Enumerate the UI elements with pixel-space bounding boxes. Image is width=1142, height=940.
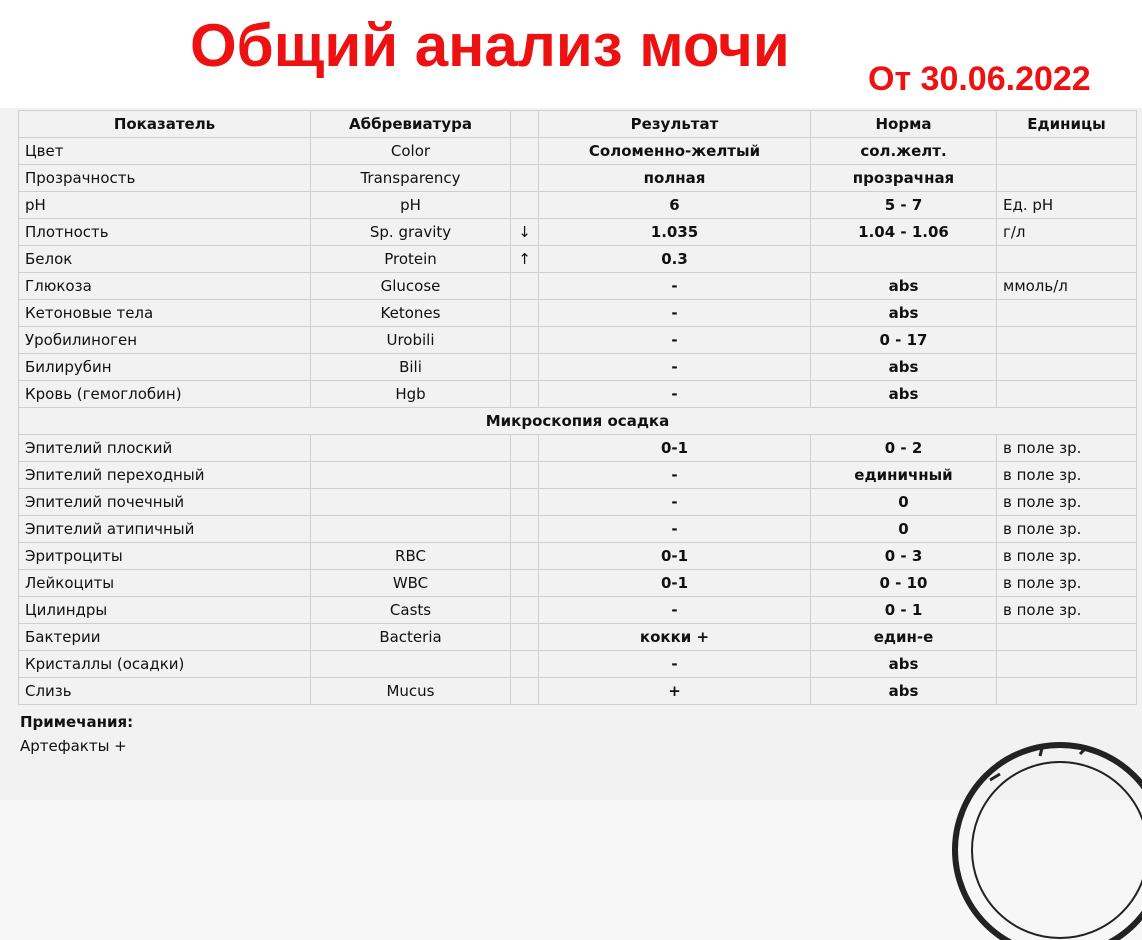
abbreviation [311,516,511,543]
table-row [19,192,1137,219]
reference-norm: 0 - 10 [811,570,997,597]
deviation-flag [511,192,539,219]
indicator-name: Белок [19,246,311,273]
abbreviation: Glucose [311,273,511,300]
result-value: кокки + [539,624,811,651]
indicator-name: Кровь (гемоглобин) [19,381,311,408]
units [997,327,1137,354]
notes-text: Артефакты + [20,737,127,755]
deviation-flag: ↑ [511,246,539,273]
result-value: 0.3 [539,246,811,273]
units [997,678,1137,705]
abbreviation: Transparency [311,165,511,192]
indicator-name: Прозрачность [19,165,311,192]
table-row [19,354,1137,381]
reference-norm: 1.04 - 1.06 [811,219,997,246]
abbreviation: Protein [311,246,511,273]
deviation-flag [511,489,539,516]
table-row [19,435,1137,462]
result-value: - [539,354,811,381]
abbreviation [311,435,511,462]
indicator-name: Кетоновые тела [19,300,311,327]
abbreviation: Color [311,138,511,165]
deviation-flag [511,462,539,489]
reference-norm: abs [811,354,997,381]
result-value: - [539,300,811,327]
indicator-name: Кристаллы (осадки) [19,651,311,678]
units: в поле зр. [997,435,1137,462]
column-header-norm: Норма [811,111,997,138]
deviation-flag [511,516,539,543]
column-header-abbreviation: Аббревиатура [311,111,511,138]
reference-norm: 0 [811,516,997,543]
deviation-flag [511,678,539,705]
result-value: 6 [539,192,811,219]
deviation-flag [511,327,539,354]
abbreviation: pH [311,192,511,219]
indicator-name: Билирубин [19,354,311,381]
result-value: - [539,273,811,300]
result-value: полная [539,165,811,192]
indicator-name: Эпителий плоский [19,435,311,462]
reference-norm: abs [811,300,997,327]
page-title: Общий анализ мочи [190,12,790,79]
indicator-name: pH [19,192,311,219]
indicator-name: Лейкоциты [19,570,311,597]
column-header-indicator: Показатель [19,111,311,138]
abbreviation [311,489,511,516]
units [997,381,1137,408]
abbreviation: Mucus [311,678,511,705]
table-row [19,543,1137,570]
units: в поле зр. [997,489,1137,516]
reference-norm: abs [811,381,997,408]
units: в поле зр. [997,516,1137,543]
deviation-flag [511,300,539,327]
deviation-flag [511,273,539,300]
abbreviation: Hgb [311,381,511,408]
table-row [19,651,1137,678]
reference-norm: 0 - 3 [811,543,997,570]
deviation-flag: ↓ [511,219,539,246]
result-value: - [539,381,811,408]
units: в поле зр. [997,597,1137,624]
deviation-flag [511,381,539,408]
units: г/л [997,219,1137,246]
reference-norm: прозрачная [811,165,997,192]
table-row [19,489,1137,516]
reference-norm: един-е [811,624,997,651]
table-row [19,246,1137,273]
units: Ед. pH [997,192,1137,219]
deviation-flag [511,651,539,678]
reference-norm: 0 - 17 [811,327,997,354]
reference-norm: abs [811,678,997,705]
abbreviation: Ketones [311,300,511,327]
units [997,246,1137,273]
urinalysis-table [18,110,1137,705]
reference-norm [811,246,997,273]
indicator-name: Бактерии [19,624,311,651]
column-header-result: Результат [539,111,811,138]
abbreviation [311,462,511,489]
reference-norm: 5 - 7 [811,192,997,219]
deviation-flag [511,435,539,462]
notes-heading: Примечания: [20,713,134,731]
result-value: - [539,462,811,489]
reference-norm: abs [811,273,997,300]
result-value: + [539,678,811,705]
indicator-name: Уробилиноген [19,327,311,354]
indicator-name: Цилиндры [19,597,311,624]
table-row [19,570,1137,597]
reference-norm: единичный [811,462,997,489]
indicator-name: Плотность [19,219,311,246]
abbreviation: WBC [311,570,511,597]
abbreviation: Casts [311,597,511,624]
column-header-flag [511,111,539,138]
indicator-name: Эпителий почечный [19,489,311,516]
units: в поле зр. [997,462,1137,489]
result-value: 0-1 [539,435,811,462]
units [997,651,1137,678]
deviation-flag [511,165,539,192]
result-value: - [539,597,811,624]
indicator-name: Эпителий переходный [19,462,311,489]
units [997,624,1137,651]
table-row [19,516,1137,543]
section-row-microscopy [19,408,1137,435]
reference-norm: 0 - 1 [811,597,997,624]
stamp-seal [930,740,1142,940]
indicator-name: Эпителий атипичный [19,516,311,543]
result-value: 1.035 [539,219,811,246]
units: ммоль/л [997,273,1137,300]
result-value: Соломенно-желтый [539,138,811,165]
deviation-flag [511,138,539,165]
table-row [19,678,1137,705]
table-row [19,327,1137,354]
result-value: - [539,651,811,678]
report-date: От 30.06.2022 [868,60,1091,98]
indicator-name: Цвет [19,138,311,165]
indicator-name: Слизь [19,678,311,705]
notes-block [20,710,133,758]
table-row [19,381,1137,408]
deviation-flag [511,570,539,597]
units [997,165,1137,192]
result-value: - [539,327,811,354]
abbreviation: Urobili [311,327,511,354]
indicator-name: Эритроциты [19,543,311,570]
result-value: 0-1 [539,570,811,597]
abbreviation: Bacteria [311,624,511,651]
reference-norm: сол.желт. [811,138,997,165]
reference-norm: abs [811,651,997,678]
abbreviation [311,651,511,678]
table-row [19,597,1137,624]
units [997,354,1137,381]
column-header-units: Единицы [997,111,1137,138]
deviation-flag [511,597,539,624]
table-row [19,165,1137,192]
deviation-flag [511,354,539,381]
deviation-flag [511,624,539,651]
result-value: - [539,489,811,516]
table-row [19,219,1137,246]
table-row [19,138,1137,165]
units: в поле зр. [997,543,1137,570]
reference-norm: 0 [811,489,997,516]
table-row [19,462,1137,489]
table-row [19,273,1137,300]
units: в поле зр. [997,570,1137,597]
table-row [19,624,1137,651]
indicator-name: Глюкоза [19,273,311,300]
units [997,300,1137,327]
section-title: Микроскопия осадка [19,408,1137,435]
result-value: - [539,516,811,543]
table-row [19,300,1137,327]
result-value: 0-1 [539,543,811,570]
abbreviation: RBC [311,543,511,570]
abbreviation: Bili [311,354,511,381]
reference-norm: 0 - 2 [811,435,997,462]
deviation-flag [511,543,539,570]
table-header-row [19,111,1137,138]
units [997,138,1137,165]
abbreviation: Sp. gravity [311,219,511,246]
